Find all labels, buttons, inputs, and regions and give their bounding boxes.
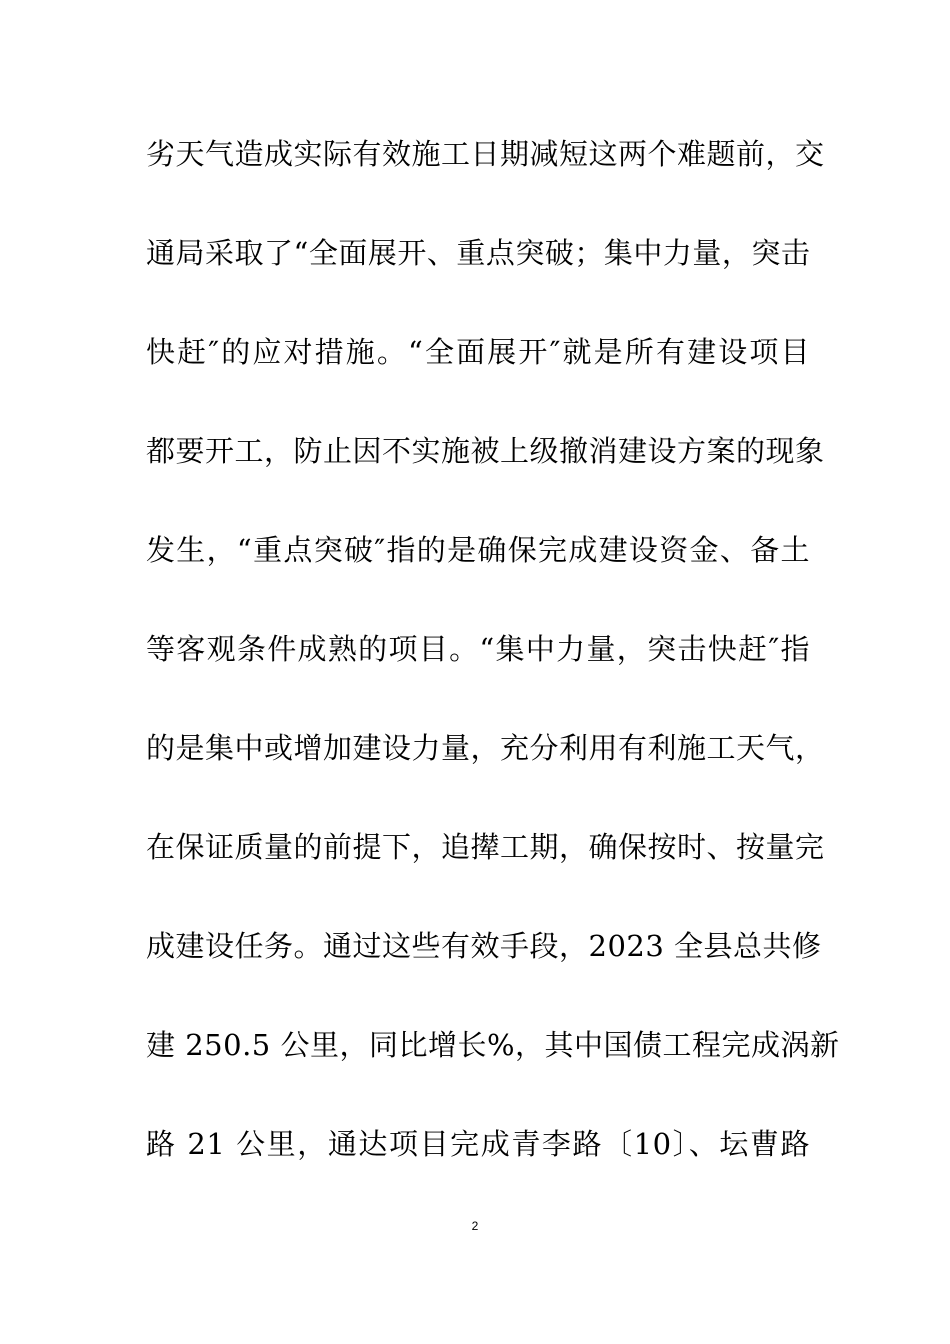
text-line-8: 在保证质量的前提下，追撵工期，确保按时、按量完 xyxy=(146,830,825,864)
text-line-11: 路 21 公里，通达项目完成青李路〔10〕、坛曹路 xyxy=(146,1127,810,1161)
text-line-2: 通局采取了“全面展开、重点突破；集中力量，突击 xyxy=(146,236,811,270)
text-line-4: 都要开工，防止因不实施被上级撤消建设方案的现象 xyxy=(146,434,825,468)
text-line-3: 快赶″的应对措施。“全面展开″就是所有建设项目 xyxy=(146,335,810,369)
text-line-5: 发生，“重点突破″指的是确保完成建设资金、备土 xyxy=(146,533,810,567)
text-line-1: 劣天气造成实际有效施工日期减短这两个难题前，交 xyxy=(146,137,825,171)
text-line-6: 等客观条件成熟的项目。“集中力量，突击快赶″指 xyxy=(146,632,810,666)
text-line-10: 建 250.5 公里，同比增长%，其中国债工程完成涡新 xyxy=(146,1028,840,1062)
body-text xyxy=(146,124,840,1213)
text-line-9: 成建设任务。通过这些有效手段，2023 全县总共修 xyxy=(146,929,822,963)
page-number: 2 xyxy=(471,1219,479,1233)
text-line-7: 的是集中或增加建设力量，充分利用有利施工天气， xyxy=(146,731,825,765)
